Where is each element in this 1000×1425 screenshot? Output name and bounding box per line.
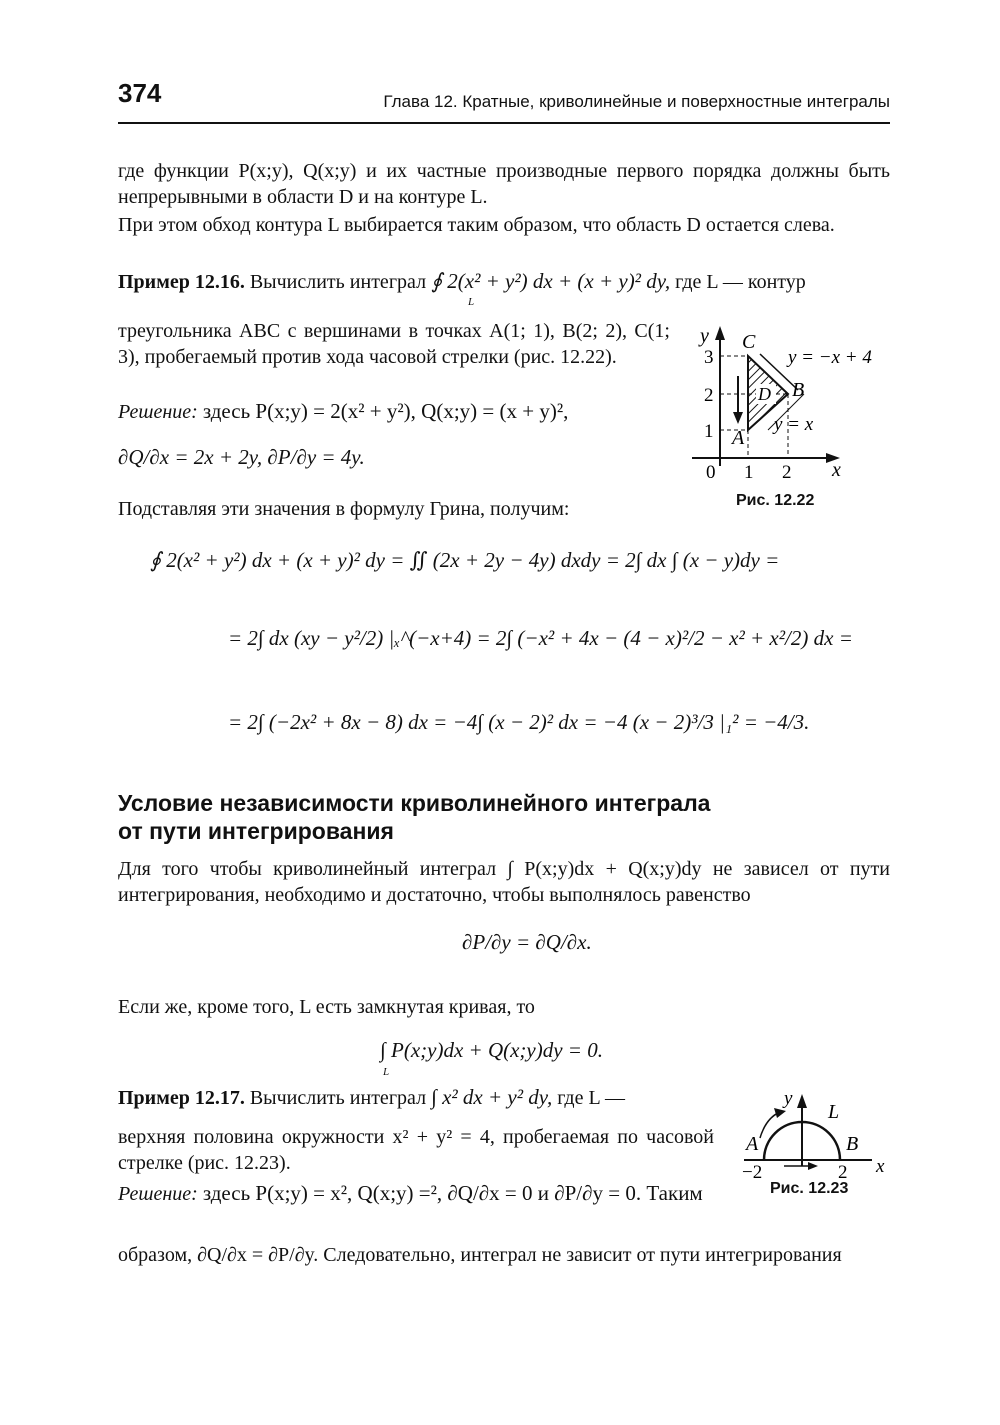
curve-label: L	[828, 1101, 840, 1123]
point-c-label: C	[742, 331, 756, 353]
example-intro-2: Вычислить интеграл	[249, 1087, 427, 1109]
calc-line-2: = 2∫ dx (xy − y²/2) |ₓ^(−x+4) = 2∫ (−x² + 4x − (4 − x)²/2 − x² + x²/2) dx =	[228, 626, 853, 650]
point-b-label-2: B	[846, 1133, 859, 1155]
y-axis-label: y	[700, 325, 709, 347]
tick-y2: 2	[704, 385, 714, 406]
integral-subscript-l: L	[468, 296, 475, 308]
section-equation-1: ∂P/∂y = ∂Q/∂x.	[462, 930, 592, 954]
example-1217-conclusion: образом, ∂Q/∂x = ∂P/∂y. Следовательно, интеграл не зависит от пути интегрирования	[118, 1244, 842, 1266]
region-d-label: D	[758, 384, 771, 404]
example-1217-solution	[118, 1180, 728, 1207]
paragraph-orientation: При этом обход контура L выбирается таким образом, что область D остается слева.	[118, 214, 835, 236]
tick-right: 2	[838, 1162, 848, 1183]
section-title-line-1: Условие независимости криволинейного интеграла	[118, 790, 711, 816]
y-axis-label-2: y	[784, 1088, 793, 1109]
integral-subscript-l-2: L	[383, 1066, 390, 1078]
origin-label: 0	[706, 462, 716, 483]
calc-line-3: = 2∫ (−2x² + 8x − 8) dx = −4∫ (x − 2)² dx = −4 (x − 2)³/3 |₁² = −4/3.	[228, 710, 810, 734]
header-rule	[118, 122, 890, 124]
tick-y3: 3	[704, 347, 714, 368]
solution-label: Решение:	[118, 401, 198, 423]
point-a-label: A	[732, 427, 745, 449]
example-1216-statement	[118, 268, 890, 295]
example-label: Пример 12.16.	[118, 271, 245, 293]
x-axis-label: x	[832, 459, 841, 481]
orientation-arrow-icon	[733, 412, 743, 424]
example-1217-text: верхняя половина окружности x² + y² = 4, пробегаемая по часовой стрелке (рис. 12.23).	[118, 1126, 714, 1174]
example-1216-contour: треугольника ABC с вершинами в точках A(1; 1), B(2; 2), C(1; 3), пробегаемый против хода часовой стрелки (рис. 12.22).	[118, 320, 670, 368]
tick-x2: 2	[782, 462, 792, 483]
green-formula-intro: Подставляя эти значения в формулу Грина, получим:	[118, 498, 570, 520]
line-lower-label: y = x	[774, 414, 814, 435]
bottom-arrow-icon	[808, 1162, 818, 1170]
tick-y1: 1	[704, 421, 714, 442]
page-number: 374	[118, 78, 162, 108]
section-title-line-2: от пути интегрирования	[118, 818, 394, 844]
section-paragraph-2: Если же, кроме того, L есть замкнутая кривая, то	[118, 996, 535, 1018]
figure-12-23	[740, 1084, 900, 1184]
figure-12-22-caption: Рис. 12.22	[736, 492, 815, 509]
section-paragraph-1: Для того чтобы криволинейный интеграл ∫ P(x;y)dx + Q(x;y)dy не зависел от пути интегрирования, необходимо и достаточно, чтобы выполнялось равенство	[118, 858, 890, 906]
line-upper-label: y = −x + 4	[788, 347, 872, 368]
example-tail-2: где L —	[557, 1087, 625, 1109]
direction-arrow-icon	[774, 1108, 786, 1118]
example-tail: где L — контур	[675, 271, 806, 293]
figure-12-23-caption: Рис. 12.23	[770, 1180, 849, 1197]
point-b-label: B	[792, 379, 805, 401]
solution-label-2: Решение:	[118, 1183, 198, 1205]
tick-x1: 1	[744, 462, 754, 483]
solution-functions: здесь P(x;y) = 2(x² + y²), Q(x;y) = (x + y)²,	[202, 399, 569, 423]
solution-text-2: здесь P(x;y) = x², Q(x;y) =², ∂Q/∂x = 0 и ∂P/∂y = 0. Таким	[202, 1181, 703, 1205]
calc-line-1: ∮ 2(x² + y²) dx + (x + y)² dy = ∬ (2x + 2y − 4y) dxdy = 2∫ dx ∫ (x − y)dy =	[150, 548, 780, 572]
paragraph-functions: где функции P(x;y), Q(x;y) и их частные производные первого порядка должны быть непрерывными в области D и на контуре L.	[118, 160, 890, 208]
y-axis-arrow-icon-2	[797, 1094, 807, 1108]
example-1216-solution	[118, 398, 678, 425]
example-1217-statement	[118, 1084, 718, 1111]
example-integral-2: ∫ x² dx + y² dy,	[431, 1085, 553, 1109]
example-1216-partials: ∂Q/∂x = 2x + 2y, ∂P/∂y = 4y.	[118, 445, 365, 469]
example-intro: Вычислить интеграл	[249, 271, 427, 293]
tick-left: −2	[742, 1162, 763, 1183]
running-header: Глава 12. Кратные, криволинейные и поверхностные интегралы	[383, 92, 890, 111]
example-label-2: Пример 12.17.	[118, 1087, 245, 1109]
x-axis-label-2: x	[876, 1156, 885, 1177]
figure-12-22	[682, 318, 892, 518]
section-equation-2: ∫ P(x;y)dx + Q(x;y)dy = 0.	[380, 1038, 603, 1062]
example-integral: ∮ 2(x² + y²) dx + (x + y)² dy,	[431, 269, 671, 293]
point-a-label-2: A	[746, 1133, 759, 1155]
y-axis-arrow-icon	[715, 326, 725, 340]
